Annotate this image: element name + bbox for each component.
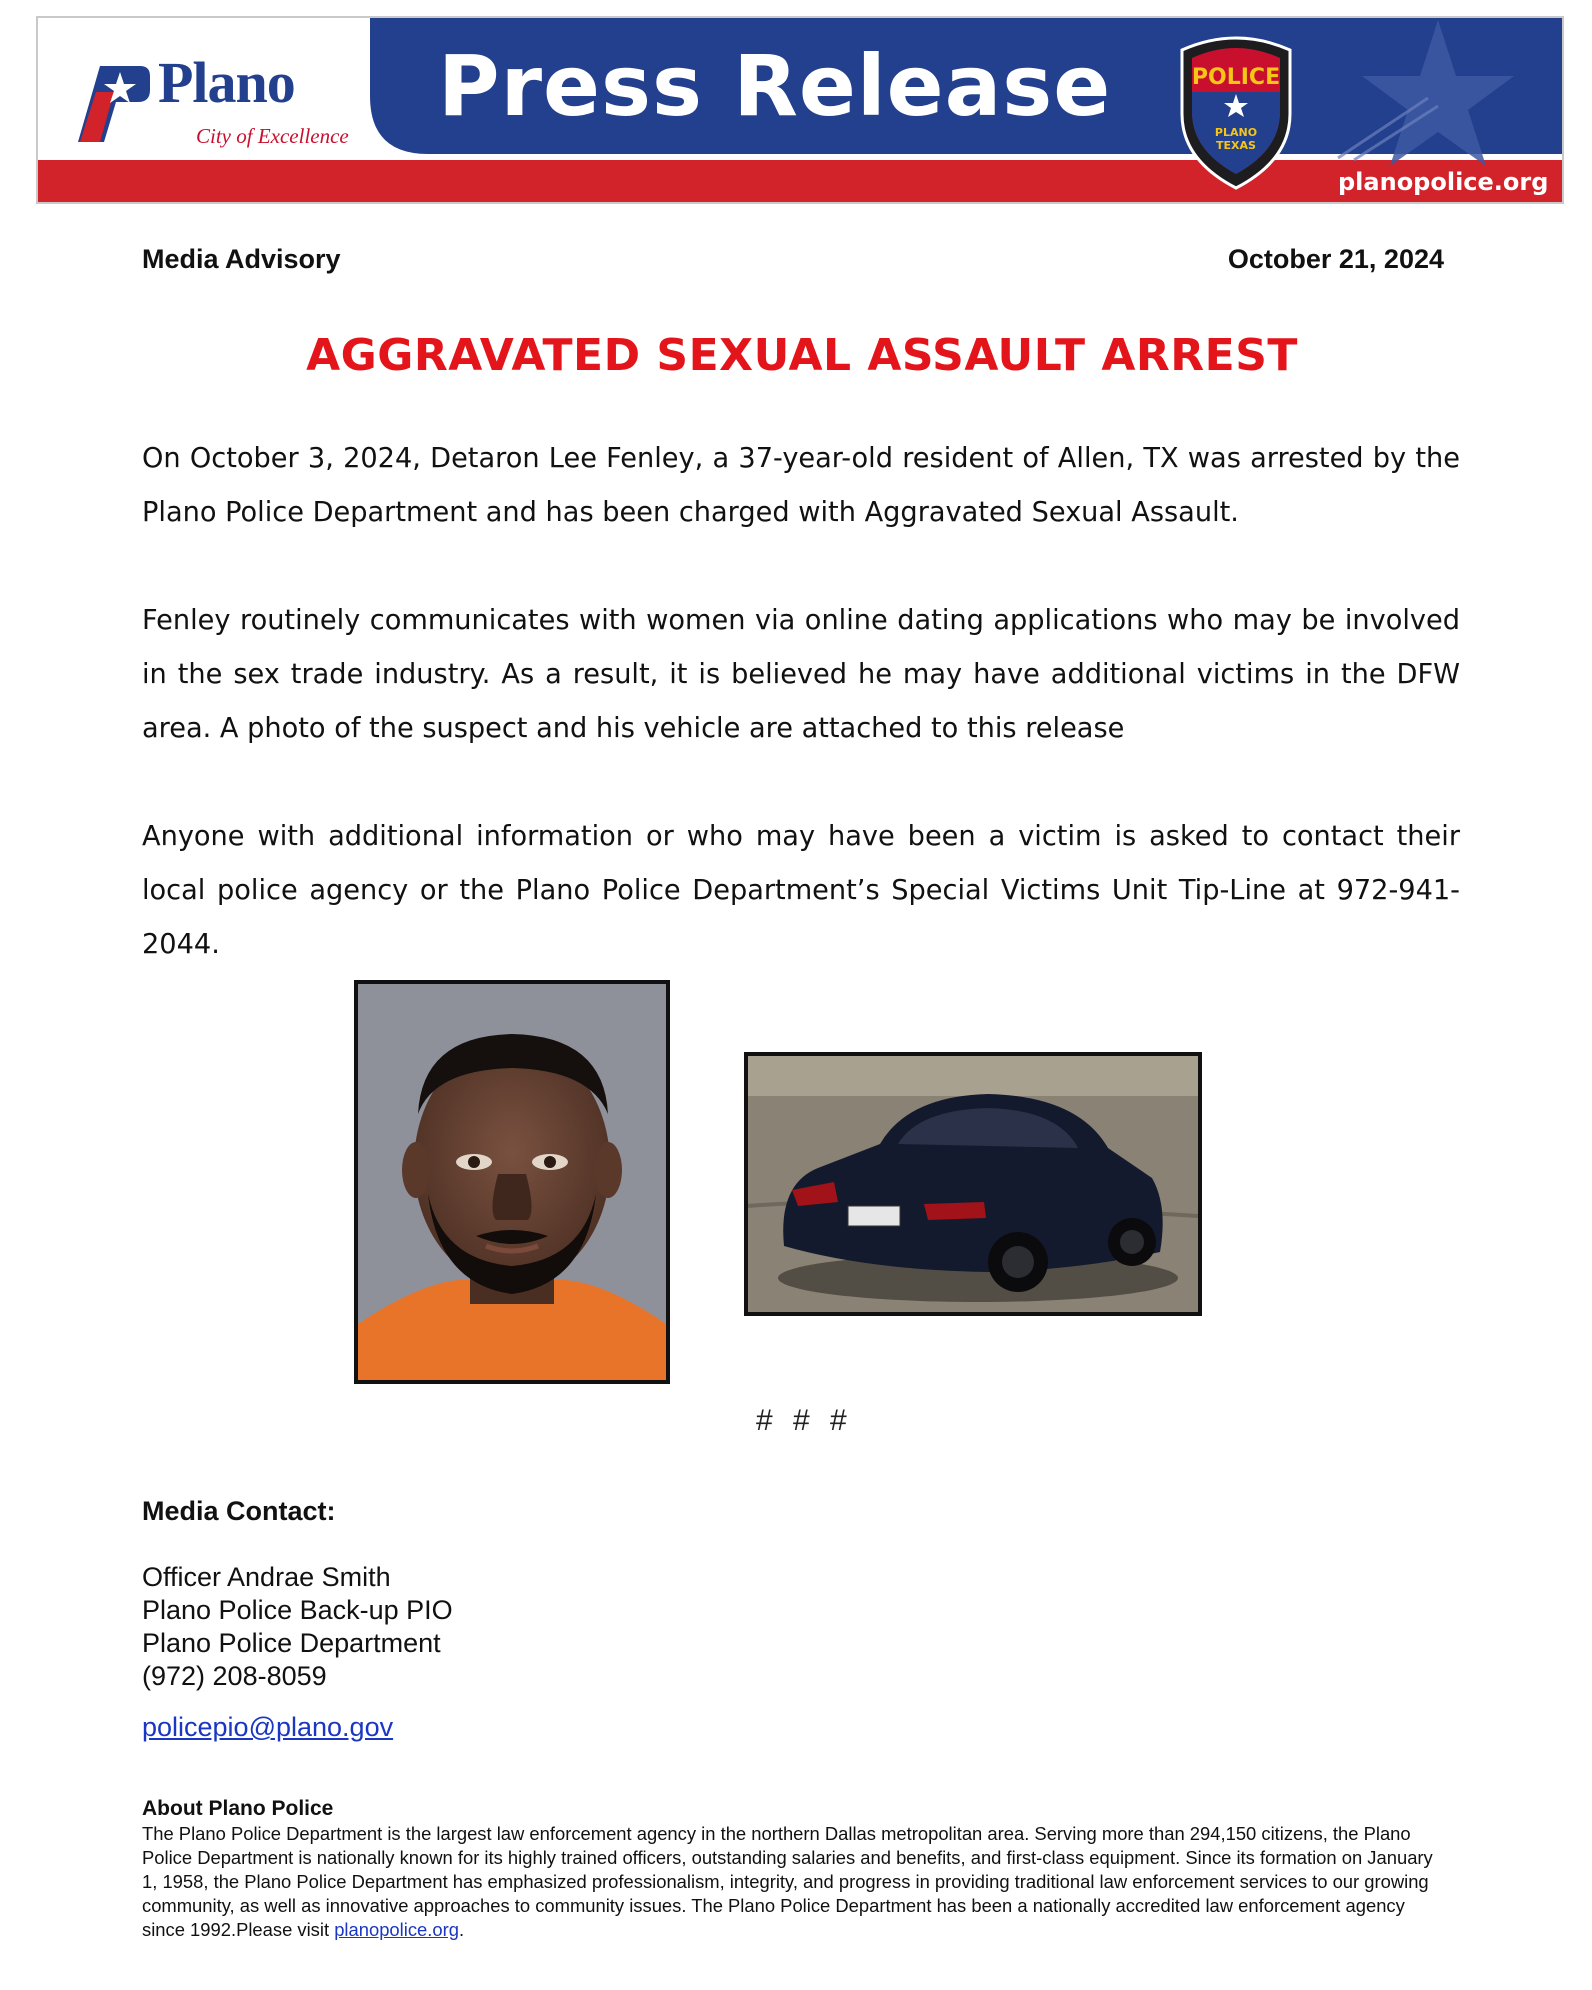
- media-contact-heading: Media Contact:: [142, 1496, 336, 1526]
- contact-role: Plano Police Back-up PIO: [142, 1595, 453, 1625]
- badge-police-text: POLICE: [1191, 65, 1281, 90]
- contact-phone: (972) 208-8059: [142, 1661, 327, 1691]
- suspect-vehicle-photo: [744, 1052, 1202, 1316]
- header-banner: [36, 16, 1564, 204]
- release-date: October 21, 2024: [1227, 244, 1444, 274]
- headline: AGGRAVATED SEXUAL ASSAULT ARREST: [306, 330, 1298, 381]
- about-text: The Plano Police Department is the largest law enforcement agency in the northern Dallas metropolitan area. Serving more than 294,150 citizens, the Plano Police Department is nationally known for its highly trained officers, outstanding salaries and benefits, and first-class equipment. Since its formation on January 1, 1958, the Plano Police Department has emphasized professionalism, integrity, and progress in providing traditional law enforcement services to our growing community, as well as innovative approaches to community issues. The Plano Police Department has been a nationally accredited law enforcement agency since 1992.Please visit: [142, 1823, 1433, 1940]
- logo-wordmark: Plano: [158, 50, 295, 115]
- contact-name: Officer Andrae Smith: [142, 1562, 391, 1592]
- website-url[interactable]: planopolice.org: [1338, 168, 1549, 196]
- paragraph-details: Fenley routinely communicates with women via online dating applications who may be involved in the sex trade industry. As a result, it is believed he may have additional victims in the DFW area. A photo of the suspect and his vehicle are attached to this release: [142, 605, 1460, 744]
- about-website-link[interactable]: planopolice.org: [334, 1919, 459, 1940]
- about-heading: About Plano Police: [142, 1797, 334, 1820]
- contact-email-link[interactable]: policepio@plano.gov: [142, 1712, 394, 1742]
- about-paragraph: [142, 1822, 1442, 1942]
- plano-logo: [70, 46, 370, 156]
- badge-texas-text: TEXAS: [1216, 139, 1256, 152]
- logo-tagline: City of Excellence: [196, 124, 349, 148]
- plano-star-icon: [70, 62, 154, 146]
- suspect-photo: [354, 980, 670, 1384]
- press-release-title: Press Release: [438, 37, 1112, 135]
- paragraph-arrest: On October 3, 2024, Detaron Lee Fenley, a 37-year-old resident of Allen, TX was arrested by the Plano Police Department and has been charged with Aggravated Sexual Assault.: [142, 443, 1460, 528]
- end-of-release-mark: # # #: [756, 1404, 853, 1437]
- police-badge-icon: [1172, 32, 1300, 192]
- badge-plano-text: PLANO: [1214, 126, 1258, 139]
- about-trailing: .: [458, 1919, 465, 1940]
- paragraph-tipline: Anyone with additional information or who may have been a victim is asked to contact their local police agency or the Plano Police Department’s Special Victims Unit Tip-Line at 972-941-2044.: [142, 821, 1460, 960]
- contact-department: Plano Police Department: [142, 1628, 441, 1658]
- media-advisory-label: Media Advisory: [142, 244, 341, 274]
